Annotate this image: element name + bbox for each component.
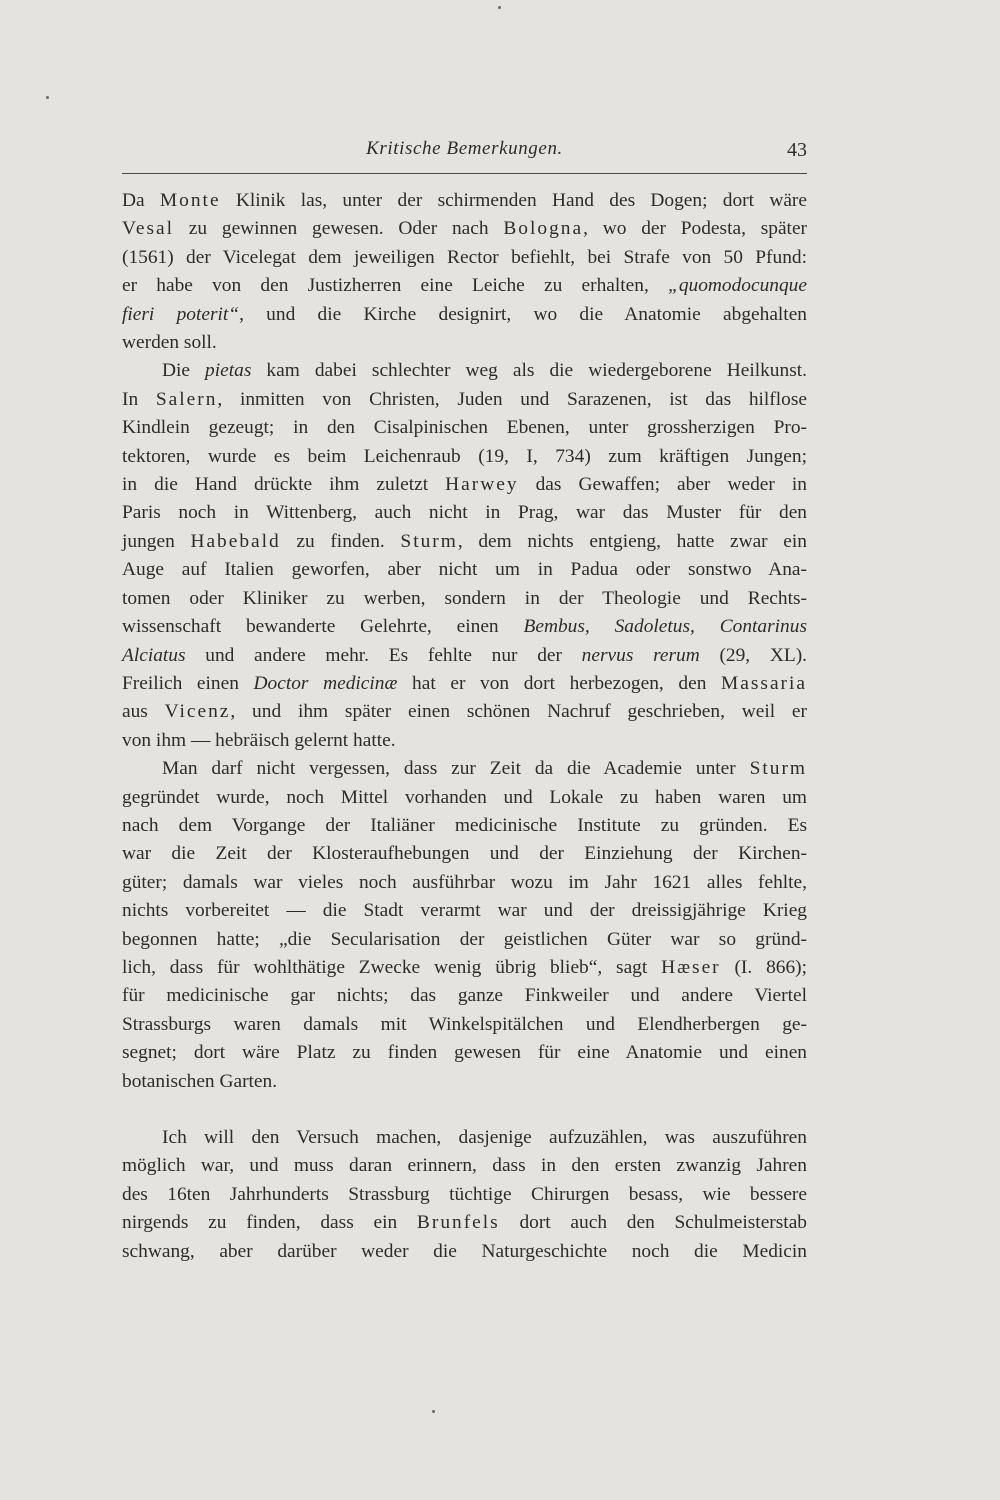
text-line: Kindlein gezeugt; in den Cisalpinischen Ebenen, unter grossherzigen Pro- [122,417,807,439]
paragraph-3 [122,755,807,1096]
page-header [122,138,807,168]
text-line: Man darf nicht vergessen, dass zur Zeit da die Academie unter Sturm [162,758,807,780]
text-line: Strassburgs waren damals mit Winkelspitälchen und Elendherbergen ge- [122,1013,807,1035]
paragraph-1 [122,187,807,357]
text-line: Freilich einen Doctor medicinæ hat er von dort herbezogen, den Massaria [122,672,808,694]
body-text [122,187,807,1266]
text-line: des 16ten Jahrhunderts Strassburg tüchtige Chirurgen besass, wie bessere [122,1183,807,1205]
paragraph-2 [122,357,807,755]
text-line: wissenschaft bewanderte Gelehrte, einen Bembus, Sadoletus, Contarinus [122,616,807,638]
text-line: Vesal zu gewinnen gewesen. Oder nach Bologna, wo der Podesta, später [122,218,808,240]
text-line: begonnen hatte; „die Secularisation der geistlichen Güter war so gründ- [122,928,807,950]
text-line: güter; damals war vieles noch ausführbar wozu im Jahr 1621 alles fehlte, [122,871,807,893]
speck [46,96,49,99]
text-line: nichts vorbereitet — die Stadt verarmt war und der dreissigjährige Krieg [122,900,807,922]
text-line: Die pietas kam dabei schlechter weg als die wiedergeborene Heilkunst. [162,360,807,382]
text-line: lich, dass für wohlthätige Zwecke wenig übrig blieb“, sagt Hæser (I. 866); [122,956,807,978]
text-line: nirgends zu finden, dass ein Brunfels dort auch den Schulmeisterstab [122,1212,807,1234]
text-line: für medicinische gar nichts; das ganze Finkweiler und andere Viertel [122,985,807,1007]
text-line: In Salern, inmitten von Christen, Juden und Sarazenen, ist das hilflose [122,388,807,410]
running-title: Kritische Bemerkungen. [366,138,563,159]
text-line: Alciatus und andere mehr. Es fehlte nur der nervus rerum (29, XL). [122,644,807,666]
text-line: tektoren, wurde es beim Leichenraub (19, I, 734) zum kräftigen Jungen; [122,445,807,467]
text-line: segnet; dort wäre Platz zu finden gewesen für eine Anatomie und einen [122,1042,807,1064]
text-line: (1561) der Vicelegat dem jeweiligen Rector befiehlt, bei Strafe von 50 Pfund: [122,246,807,268]
page-number: 43 [787,139,807,161]
text-line: Ich will den Versuch machen, dasjenige aufzuzählen, was auszuführen [162,1127,807,1148]
text-line: in die Hand drückte ihm zuletzt Harwey das Gewaffen; aber weder in [122,474,807,496]
header-rule [122,173,807,174]
text-line: möglich war, und muss daran erinnern, dass in den ersten zwanzig Jahren [122,1155,807,1177]
paragraph-4 [122,1124,807,1266]
text-line: gegründet wurde, noch Mittel vorhanden und Lokale zu haben waren um [122,786,807,808]
text-line: jungen Habebald zu finden. Sturm, dem nichts entgieng, hatte zwar ein [122,530,807,552]
text-line: von ihm — hebräisch gelernt hatte. [122,729,396,751]
text-line: werden soll. [122,332,217,354]
speck [498,6,501,9]
text-line: er habe von den Justizherren eine Leiche zu erhalten, „quomodocunque [122,275,807,297]
text-line: botanischen Garten. [122,1070,278,1092]
text-line: schwang, aber darüber weder die Naturgeschichte noch die Medicin [122,1240,807,1262]
text-line: Da Monte Klinik las, unter der schirmenden Hand des Dogen; dort wäre [122,190,808,211]
speck [432,1410,435,1413]
text-line: fieri poterit“, und die Kirche designirt, wo die Anatomie abgehalten [122,303,807,325]
text-line: Paris noch in Wittenberg, auch nicht in Prag, war das Muster für den [122,502,807,524]
text-line: war die Zeit der Klosteraufhebungen und der Einziehung der Kirchen- [122,843,807,865]
text-line: tomen oder Kliniker zu werben, sondern in der Theologie und Rechts- [122,587,807,609]
text-line: nach dem Vorgange der Italiäner medicinische Institute zu gründen. Es [122,814,807,836]
text-line: aus Vicenz, und ihm später einen schönen Nachruf geschrieben, weil er [122,701,807,723]
text-line: Auge auf Italien geworfen, aber nicht um in Padua oder sonstwo Ana- [122,559,807,581]
